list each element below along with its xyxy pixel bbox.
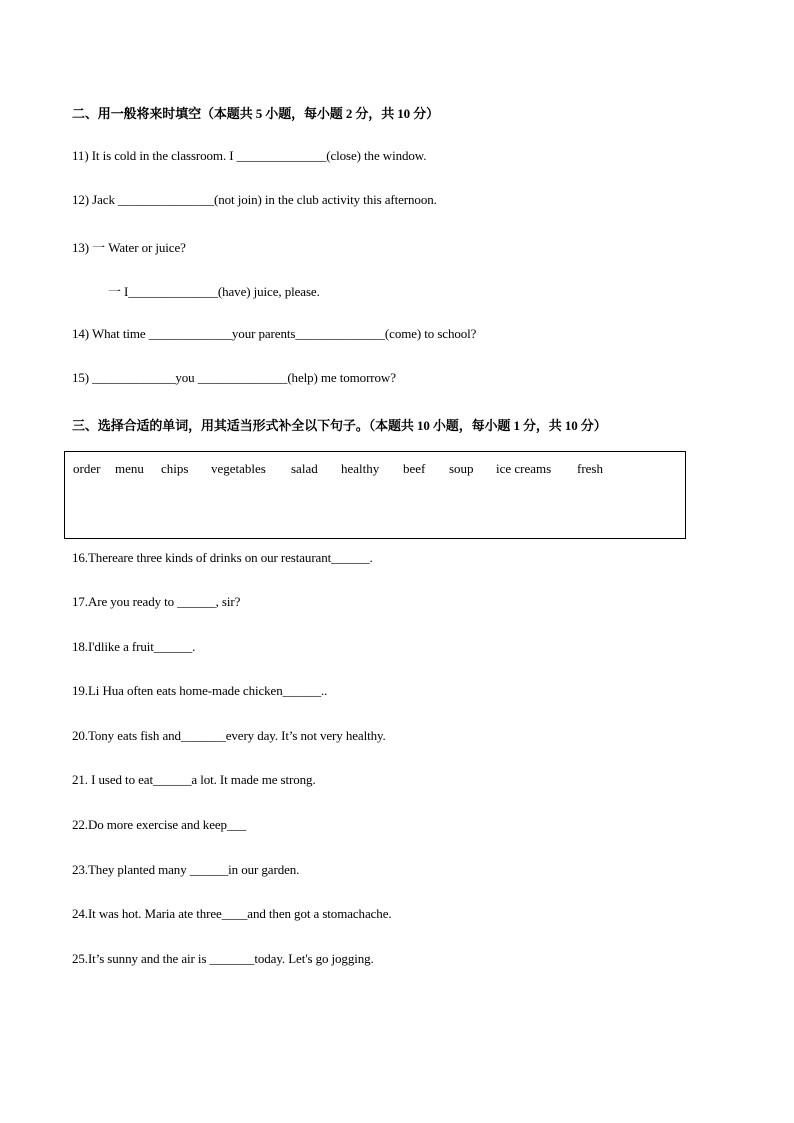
question-12: 12) Jack _______________(not join) in the club activity this afternoon. [72,192,437,207]
section-2-heading: 二、用一般将来时填空（本题共 5 小题，每小题 2 分，共 10 分） [72,106,440,121]
question-20: 20.Tony eats fish and_______every day. It’s not very healthy. [72,728,386,743]
question-14: 14) What time _____________your parents______________(come) to school? [72,326,477,341]
word-bank-item: chips [161,461,189,476]
word-bank-item: ice creams [496,461,552,476]
question-21: 21. I used to eat______a lot. It made me strong. [72,772,316,787]
word-bank-item: healthy [341,461,380,476]
question-15: 15) _____________you ______________(help) me tomorrow? [72,370,396,385]
question-22: 22.Do more exercise and keep___ [72,817,247,832]
word-bank-box [64,451,686,539]
section-3-heading: 三、选择合适的单词，用其适当形式补全以下句子。（本题共 10 小题，每小题 1 分，共 10 分） [72,418,607,433]
word-bank-item: salad [291,461,318,476]
question-11: 11) It is cold in the classroom. I ______________(close) the window. [72,148,427,163]
word-bank-item: vegetables [211,461,266,476]
word-bank-item: soup [449,461,474,476]
question-13-answer: 一 I______________(have) juice, please. [108,284,320,299]
question-24: 24.It was hot. Maria ate three____and then got a stomachache. [72,906,392,921]
word-bank-item: menu [115,461,144,476]
question-17: 17.Are you ready to ______, sir? [72,594,241,609]
question-23: 23.They planted many ______in our garden. [72,862,300,877]
question-16: 16.Thereare three kinds of drinks on our restaurant______. [72,550,373,565]
question-13-prompt: 13) 一 Water or juice? [72,240,186,255]
word-bank-item: beef [403,461,426,476]
question-19: 19.Li Hua often eats home-made chicken______.. [72,683,328,698]
word-bank-item: order [73,461,101,476]
question-18: 18.I'dlike a fruit______. [72,639,196,654]
word-bank-item: fresh [577,461,603,476]
question-25: 25.It’s sunny and the air is _______today. Let's go jogging. [72,951,374,966]
